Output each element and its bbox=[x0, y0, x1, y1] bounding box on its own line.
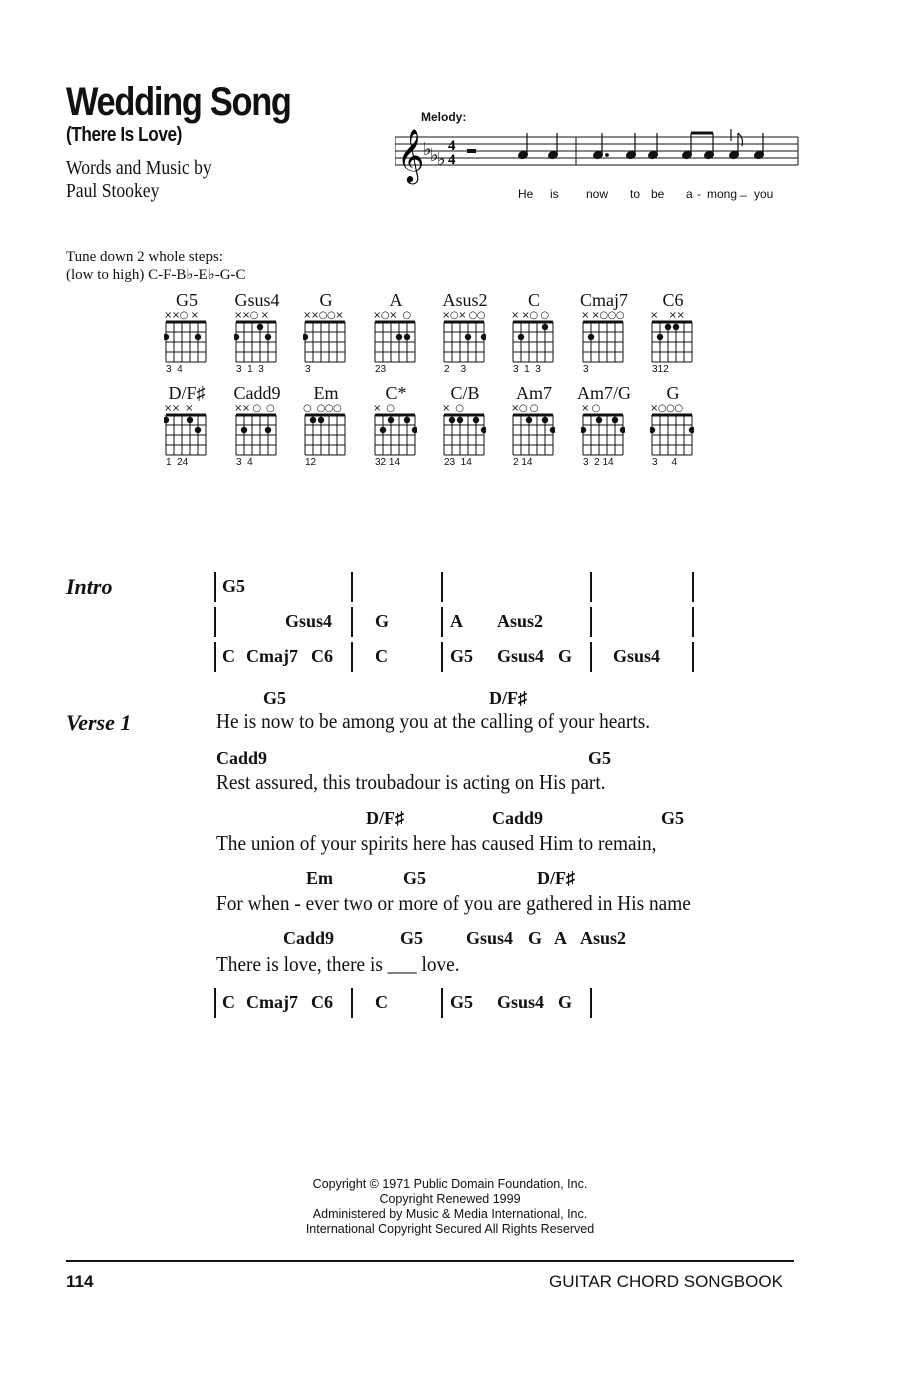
section-label-verse-1: Verse 1 bbox=[66, 710, 132, 735]
string-markers: ×○× ○○ bbox=[442, 310, 486, 321]
chord-diagram-label: C6 bbox=[662, 290, 684, 310]
finger-dot bbox=[404, 334, 410, 340]
chord-symbol: Gsus4 bbox=[466, 928, 514, 948]
chord-symbol: G5 bbox=[450, 992, 474, 1012]
measure-bar bbox=[214, 988, 216, 1018]
measure-bar bbox=[692, 642, 694, 672]
credit-line-2: Paul Stookey bbox=[66, 180, 160, 202]
chord-grid bbox=[234, 413, 278, 457]
chord-grid bbox=[442, 320, 486, 364]
measure-bar bbox=[692, 607, 694, 637]
measure-bar bbox=[351, 607, 353, 637]
finger-dot bbox=[542, 417, 548, 423]
chord-symbol: G5 bbox=[661, 808, 685, 828]
lyric-line: For when - ever two or more of you are gathered in His name bbox=[216, 891, 691, 915]
chord-symbol: Gsus4 bbox=[613, 646, 661, 666]
string-markers: ××○ × bbox=[234, 310, 269, 321]
string-markers: × ○ bbox=[442, 403, 464, 414]
copyright-line: International Copyright Secured All Rights Reserved bbox=[305, 1222, 595, 1236]
finger-dot bbox=[164, 417, 169, 423]
chord-symbol: G bbox=[528, 928, 543, 948]
chord-grid bbox=[164, 413, 208, 457]
measure-bar bbox=[441, 988, 443, 1018]
string-markers: × ○ bbox=[373, 403, 395, 414]
chord-symbol: Cadd9 bbox=[283, 928, 335, 948]
finger-dot bbox=[265, 427, 271, 433]
chord-symbol: G bbox=[558, 992, 573, 1012]
finger-dot bbox=[588, 334, 594, 340]
chord-symbol: Cmaj7 bbox=[246, 992, 298, 1012]
chord-symbol: Gsus4 bbox=[497, 992, 545, 1012]
chord-symbol: Gsus4 bbox=[497, 646, 545, 666]
finger-dot bbox=[550, 427, 555, 433]
measure-bar bbox=[214, 607, 216, 637]
measure-bar bbox=[590, 572, 592, 602]
finger-dot bbox=[303, 334, 308, 340]
chord-symbol: G bbox=[558, 646, 573, 666]
string-markers: ×○ ○ bbox=[511, 403, 539, 414]
finger-dot bbox=[164, 334, 169, 340]
chord-symbol: G5 bbox=[588, 748, 612, 768]
chord-grid bbox=[303, 320, 347, 364]
footer-divider bbox=[66, 1260, 794, 1262]
tuning-line-1: Tune down 2 whole steps: bbox=[66, 249, 223, 265]
finger-dot bbox=[465, 334, 471, 340]
chord-symbol: D/F♯ bbox=[537, 868, 575, 888]
string-markers: ×○× ○ bbox=[373, 310, 411, 321]
chord-symbol: C6 bbox=[311, 646, 333, 666]
chord-grid bbox=[511, 320, 555, 364]
chord-diagram-label: Am7 bbox=[516, 383, 552, 403]
measure-bar bbox=[441, 572, 443, 602]
chord-grid bbox=[650, 413, 694, 457]
finger-dot bbox=[457, 417, 463, 423]
finger-dot bbox=[380, 427, 386, 433]
melody-lyric: now bbox=[586, 187, 609, 201]
finger-dot bbox=[542, 324, 548, 330]
measure-bar bbox=[214, 642, 216, 672]
finger-numbers: 3 1 3 bbox=[513, 364, 541, 375]
time-signature-top: 4 bbox=[448, 138, 456, 154]
finger-dot bbox=[310, 417, 316, 423]
chord-grid bbox=[373, 320, 417, 364]
lyric-line: He is now to be among you at the calling of your hearts. bbox=[216, 709, 651, 733]
credit-line-1: Words and Music by bbox=[66, 157, 212, 179]
string-markers: ××○○× bbox=[303, 310, 344, 321]
measure-bar bbox=[590, 642, 592, 672]
time-signature-bottom: 4 bbox=[448, 152, 456, 168]
chord-symbol: Asus2 bbox=[580, 928, 627, 948]
finger-dot bbox=[187, 417, 193, 423]
chord-grid bbox=[234, 320, 278, 364]
chord-diagram-label: D/F♯ bbox=[168, 383, 206, 403]
chord-symbol: C bbox=[375, 992, 388, 1012]
chord-symbol: C bbox=[222, 646, 235, 666]
chord-symbol: Cmaj7 bbox=[246, 646, 298, 666]
chord-diagram-label: G bbox=[319, 290, 333, 310]
melody-lyric: a bbox=[686, 187, 693, 201]
chord-symbol: D/F♯ bbox=[489, 688, 527, 708]
chord-symbol: G5 bbox=[450, 646, 474, 666]
string-markers: × ×○○○ bbox=[581, 310, 625, 321]
chord-diagram-label: C* bbox=[385, 383, 407, 403]
finger-dot bbox=[396, 334, 402, 340]
finger-numbers: 3 2 14 bbox=[583, 457, 614, 468]
melody-lyric: is bbox=[550, 187, 559, 201]
book-title: GUITAR CHORD SONGBOOK bbox=[549, 1272, 783, 1291]
finger-numbers: 3 4 bbox=[652, 457, 678, 468]
chord-symbol: Cadd9 bbox=[216, 748, 268, 768]
chord-symbol: Gsus4 bbox=[285, 611, 333, 631]
copyright-line: Copyright Renewed 1999 bbox=[379, 1192, 521, 1206]
string-markers: ×× × bbox=[164, 403, 193, 414]
measure-bar bbox=[214, 572, 216, 602]
finger-dot bbox=[650, 427, 655, 433]
measure-bar bbox=[351, 642, 353, 672]
page-number: 114 bbox=[66, 1272, 94, 1291]
lyric-line: The union of your spirits here has caused Him to remain, bbox=[216, 831, 657, 855]
copyright-line: Administered by Music & Media International, Inc. bbox=[312, 1207, 588, 1221]
copyright-line: Copyright © 1971 Public Domain Foundation, Inc. bbox=[312, 1177, 588, 1191]
string-markers: ×× ○ ○ bbox=[234, 403, 275, 414]
string-markers: × ○ bbox=[581, 403, 600, 414]
melody-lyric: mong bbox=[707, 187, 738, 201]
finger-numbers: 3 bbox=[583, 364, 589, 375]
finger-numbers: 23 bbox=[375, 364, 387, 375]
measure-bar bbox=[351, 572, 353, 602]
finger-dot bbox=[581, 427, 586, 433]
chord-grid bbox=[303, 413, 347, 457]
finger-numbers: 3 bbox=[305, 364, 311, 375]
melody-lyric: you bbox=[754, 187, 774, 201]
finger-numbers: 12 bbox=[305, 457, 317, 468]
chord-diagram-label: Cmaj7 bbox=[580, 290, 628, 310]
lyric-line: There is love, there is ___ love. bbox=[216, 952, 460, 976]
chord-symbol: A bbox=[450, 611, 463, 631]
measure-bar bbox=[590, 988, 592, 1018]
finger-numbers: 312 bbox=[652, 364, 669, 375]
finger-numbers: 3 4 bbox=[166, 364, 183, 375]
finger-numbers: 1 24 bbox=[166, 457, 189, 468]
lyric-line: Rest assured, this troubadour is acting on His part. bbox=[216, 770, 606, 794]
chord-diagram-label: Am7/G bbox=[577, 383, 631, 403]
measure-bar bbox=[441, 607, 443, 637]
finger-dot bbox=[481, 427, 486, 433]
measure-bar bbox=[351, 988, 353, 1018]
finger-dot bbox=[412, 427, 417, 433]
tuning-line-2: (low to high) C-F-B♭-E♭-G-C bbox=[66, 267, 246, 283]
finger-dot bbox=[665, 324, 671, 330]
chord-grid bbox=[581, 320, 625, 364]
chord-diagram-label: C/B bbox=[450, 383, 480, 403]
chord-symbol: C bbox=[375, 646, 388, 666]
chord-diagram-label: Cadd9 bbox=[233, 383, 281, 403]
chord-symbol: C6 bbox=[311, 992, 333, 1012]
half-rest-icon bbox=[467, 149, 476, 153]
chord-diagram-label: Em bbox=[313, 383, 339, 403]
section-label-intro: Intro bbox=[66, 574, 113, 599]
chord-symbol: D/F♯ bbox=[366, 808, 404, 828]
measure-bar bbox=[590, 607, 592, 637]
treble-clef-icon: 𝄞 bbox=[397, 128, 425, 182]
melody-label: Melody: bbox=[421, 110, 467, 124]
melody-lyric: be bbox=[651, 187, 665, 201]
finger-dot bbox=[265, 334, 271, 340]
finger-dot bbox=[657, 334, 663, 340]
finger-dot bbox=[673, 324, 679, 330]
chord-diagram-label: A bbox=[389, 290, 403, 310]
song-title: Wedding Song bbox=[66, 80, 291, 124]
melody-staff bbox=[395, 125, 800, 190]
chord-grid bbox=[581, 413, 625, 457]
finger-numbers: 2 14 bbox=[513, 457, 533, 468]
finger-dot bbox=[234, 334, 239, 340]
finger-numbers: 32 14 bbox=[375, 457, 401, 468]
chord-grid bbox=[650, 320, 694, 364]
finger-dot bbox=[241, 427, 247, 433]
chord-grid bbox=[442, 413, 486, 457]
chord-grid bbox=[373, 413, 417, 457]
finger-dot bbox=[689, 427, 694, 433]
finger-numbers: 3 4 bbox=[236, 457, 253, 468]
chord-grid bbox=[511, 413, 555, 457]
chord-symbol: Asus2 bbox=[497, 611, 544, 631]
chord-diagram-label: Asus2 bbox=[442, 290, 488, 310]
song-subtitle: (There Is Love) bbox=[66, 124, 182, 146]
chord-symbol: G5 bbox=[400, 928, 424, 948]
finger-dot bbox=[620, 427, 625, 433]
chord-symbol: G5 bbox=[222, 576, 246, 596]
melody-lyric: - bbox=[697, 187, 701, 201]
finger-dot bbox=[473, 417, 479, 423]
string-markers: ××○ × bbox=[164, 310, 199, 321]
chord-symbol: Em bbox=[306, 868, 333, 888]
finger-dot bbox=[518, 334, 524, 340]
finger-dot bbox=[481, 334, 486, 340]
chord-symbol: G5 bbox=[403, 868, 427, 888]
chord-grid bbox=[164, 320, 208, 364]
melody-lyric: to bbox=[630, 187, 641, 201]
chord-symbol: G5 bbox=[263, 688, 287, 708]
finger-dot bbox=[318, 417, 324, 423]
finger-dot bbox=[404, 417, 410, 423]
melody-lyric: He bbox=[518, 187, 534, 201]
finger-dot bbox=[257, 324, 263, 330]
flat-icon: ♭ bbox=[437, 149, 446, 170]
chord-diagram-label: G5 bbox=[176, 290, 198, 310]
finger-numbers: 3 1 3 bbox=[236, 364, 264, 375]
finger-numbers: 2 3 bbox=[444, 364, 467, 375]
flat-icon: ♭ bbox=[430, 145, 439, 166]
finger-dot bbox=[596, 417, 602, 423]
chord-symbol: G bbox=[375, 611, 390, 631]
finger-dot bbox=[526, 417, 532, 423]
finger-dot bbox=[449, 417, 455, 423]
chord-diagram-label: C bbox=[527, 290, 540, 310]
string-markers: ○ ○○○ bbox=[303, 403, 342, 414]
chord-diagram-label: G bbox=[666, 383, 680, 403]
finger-dot bbox=[195, 334, 201, 340]
finger-numbers: 23 14 bbox=[444, 457, 472, 468]
finger-dot bbox=[388, 417, 394, 423]
finger-dot bbox=[195, 427, 201, 433]
chord-symbol: C bbox=[222, 992, 235, 1012]
melody-lyric: _ bbox=[740, 183, 747, 197]
finger-dot bbox=[612, 417, 618, 423]
chord-diagram-label: Gsus4 bbox=[234, 290, 280, 310]
measure-bar bbox=[692, 572, 694, 602]
chord-symbol: A bbox=[554, 928, 567, 948]
chord-symbol: Cadd9 bbox=[492, 808, 544, 828]
measure-bar bbox=[441, 642, 443, 672]
string-markers: × ×× bbox=[650, 310, 685, 321]
flat-icon: ♭ bbox=[423, 139, 432, 160]
string-markers: ×○○○ bbox=[650, 403, 683, 414]
string-markers: × ×○ ○ bbox=[511, 310, 549, 321]
